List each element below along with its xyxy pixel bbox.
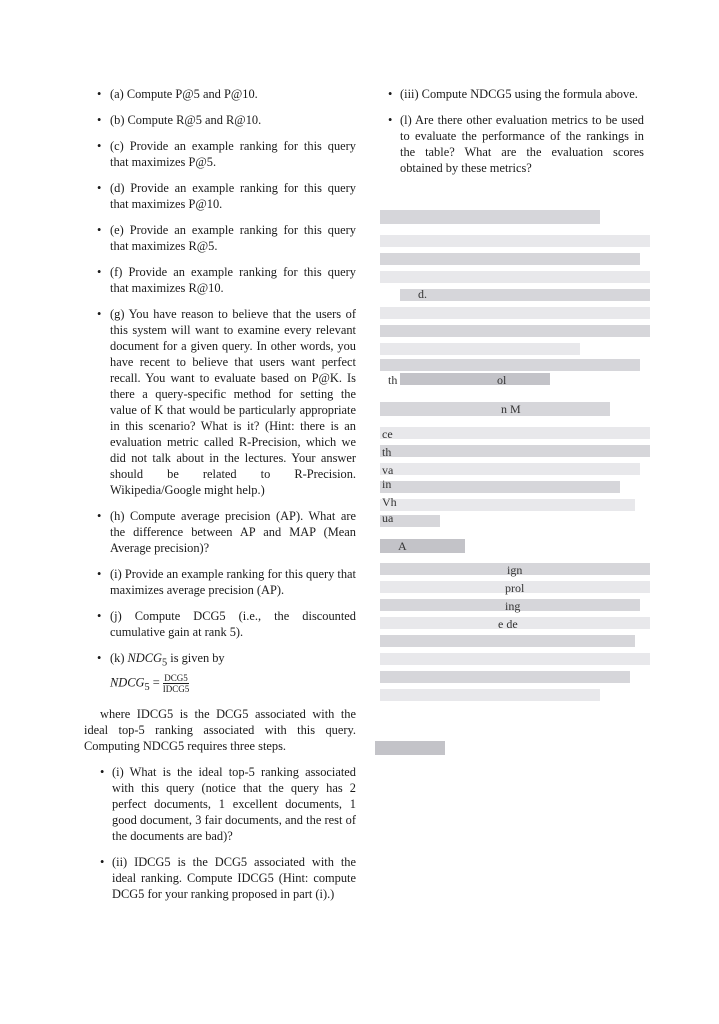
formula-lhs: NDCG [110,675,145,690]
question-a: • (a) Compute P@5 and P@10. [84,86,356,102]
redacted-fragment: ing [505,599,521,613]
ndcg-symbol: NDCG [127,651,162,665]
question-list [84,86,356,696]
redaction-bar [380,325,650,337]
redacted-fragment: prol [505,581,525,595]
redaction-bar [375,741,445,755]
redaction-bar [380,653,650,665]
ndcg-steps [84,764,356,902]
redaction-bar [380,402,610,416]
redaction-bar [380,271,650,283]
question-j: • (j) Compute DCG5 (i.e., the discounted cumulative gain at rank 5). [84,608,356,640]
question-f: • (f) Provide an example ranking for this query that maximizes R@10. [84,264,356,296]
redaction-bar [380,307,650,319]
formula-equals: = [149,675,163,690]
redaction-bar [380,481,620,493]
redacted-fragment: th [382,445,392,459]
redaction-bar [380,253,640,265]
question-k [84,650,356,696]
redacted-fragment: d. [418,287,427,301]
step-iii: • (iii) Compute NDCG5 using the formula above. [386,86,644,102]
formula-numerator: DCG5 [164,673,188,684]
formula-lhs-subscript: 5 [144,682,150,694]
right-column [386,86,644,186]
redacted-fragment: th [388,373,398,387]
question-g: • (g) You have reason to believe that the users of this system will want to examine every relevant document for a given query. In other words, you have recent to believe that users want perfect recall. You want to evaluate based on P@K. Is there a query-specific method for setting the value of K that would be particularly appropriate in this scenario? What is it? (Hint: there is an evaluation metric called R-Precision, which we did not talk about in the lectures. Your answer should be related to R-Precision. Wikipedia/Google might help.) [84,306,356,498]
is-given-by-text: is given by [167,651,225,665]
redaction-bar [380,445,650,457]
redacted-fragment: ua [382,511,394,525]
redaction-bar [400,289,650,301]
redacted-fragment: e de [498,617,518,631]
redacted-fragment: ign [507,563,523,577]
redaction-bar [380,539,465,553]
ndcg-formula [110,673,356,696]
question-list-continued [386,86,644,176]
left-column [84,86,356,912]
formula-fraction [163,673,190,694]
redacted-fragment: n M [501,402,521,416]
redacted-fragment: A [398,539,407,553]
formula-denominator: IDCG5 [162,684,190,695]
redaction-bar [380,235,650,247]
ndcg-subscript: 5 [161,657,168,669]
redaction-bar [400,373,550,385]
redaction-bar [380,689,600,701]
redacted-region [370,205,660,765]
redaction-bar [380,671,630,683]
redaction-bar [380,427,650,439]
redaction-bar [380,359,640,371]
question-h: • (h) Compute average precision (AP). What are the difference between AP and MAP (Mean Average precision)? [84,508,356,556]
question-l: • (l) Are there other evaluation metrics to be used to evaluate the performance of the rankings in the table? What are the evaluation scores obtained by these metrics? [386,112,644,176]
redaction-bar [380,463,640,475]
redacted-fragment: ol [497,373,507,387]
question-d: • (d) Provide an example ranking for this query that maximizes P@10. [84,180,356,212]
question-k-prefix: (k) [110,651,128,665]
question-e: • (e) Provide an example ranking for this query that maximizes R@5. [84,222,356,254]
redacted-fragment: in [382,477,392,491]
redaction-bar [380,635,635,647]
redacted-fragment: va [382,463,394,477]
step-ii: • (ii) IDCG5 is the DCG5 associated with the ideal ranking. Compute IDCG5 (Hint: compute DCG5 for your ranking proposed in part (i).) [100,854,356,902]
redacted-fragment: ce [382,427,393,441]
redaction-bar [380,343,580,355]
question-i: • (i) Provide an example ranking for this query that maximizes average precision (AP). [84,566,356,598]
redaction-bar [380,499,635,511]
question-b: • (b) Compute R@5 and R@10. [84,112,356,128]
redaction-bar [380,210,600,224]
redacted-fragment: Vh [382,495,397,509]
question-c: • (c) Provide an example ranking for this query that maximizes P@5. [84,138,356,170]
step-i: • (i) What is the ideal top-5 ranking associated with this query (notice that the query has 2 perfect documents, 1 excellent documents, 1 good document, 3 fair documents, and the rest of the documents are bad)? [100,764,356,844]
ndcg-explanation: where IDCG5 is the DCG5 associated with the ideal top-5 ranking associated with this query. Computing NDCG5 requires three steps. [84,707,356,754]
